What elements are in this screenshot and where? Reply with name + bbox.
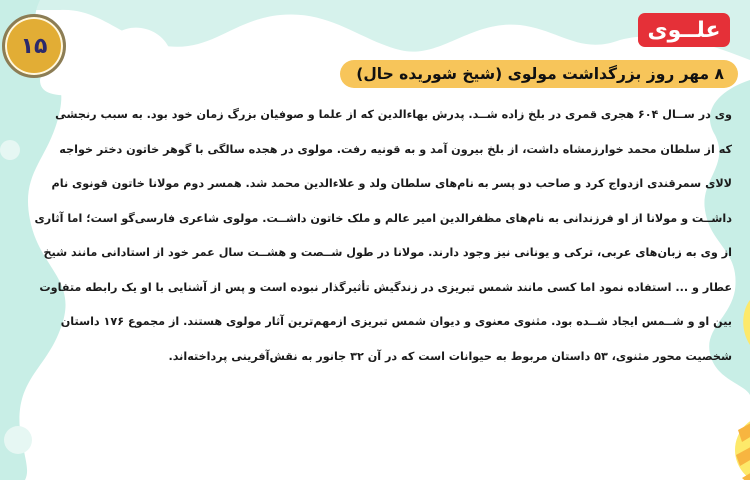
page-number: ۱۵ (20, 33, 48, 59)
brand-logo (638, 13, 730, 47)
brand-name: علــوی (647, 17, 721, 43)
body-line: بین او و شــمس ایجاد شــده بود. مثنوی معنوی و دیوان شمس تبریزی ازمهم‌ترین آثار مولوی هستند. از مجموع ۱۷۶ داستان (60, 315, 732, 328)
body-text (34, 98, 732, 374)
body-line: که از سلطان محمد خوارزمشاه داشت، از بلخ بیرون آمد و به قونیه رفت. مولوی در هجده سالگی با گوهر خاتون دختر خواجه (59, 142, 732, 156)
body-line: داشــت و مولانا از او فرزندانی به نام‌های مظفرالدین امیر عالم و ملک خاتون داشــت. مولوی شاعری فارسی‌گو است؛ اما آثاری (34, 211, 732, 225)
body-line: لالای سمرقندی ازدواج کرد و صاحب دو پسر به نام‌های سلطان ولد و علاءالدین محمد شد. همسر دوم مولانا خاتون قونوی نام (51, 177, 732, 190)
body-line: شخصیت محور مثنوی، ۵۳ داستان مربوط به حیوانات است که در آن ۳۲ جانور به نقش‌آفرینی پرداخته‌اند. (168, 349, 732, 363)
body-line: از وی به زبان‌های عربی، ترکی و یونانی نیز وجود دارند. مولانا در طول شــصت و هشــت سال عمر خود از استادانی مانند شیخ (43, 246, 732, 259)
page-number-badge (2, 14, 66, 78)
page-title: ۸ مهر روز بزرگداشت مولوی (شیخ شوریده حال) (356, 65, 724, 83)
body-line: عطار و ... استفاده نمود اما کسی مانند شمس تبریزی در زندگیش تأثیرگذار نبوده است و پس از آشنایی با او یک رابطه متفاوت (39, 280, 732, 294)
title-banner (340, 60, 738, 88)
body-line: وی در ســال ۶۰۴ هجری قمری در بلخ زاده شــد. پدرش بهاءالدین که از علما و صوفیان بزرگ زمان خود بود. به سبب رنجشی (55, 108, 732, 121)
